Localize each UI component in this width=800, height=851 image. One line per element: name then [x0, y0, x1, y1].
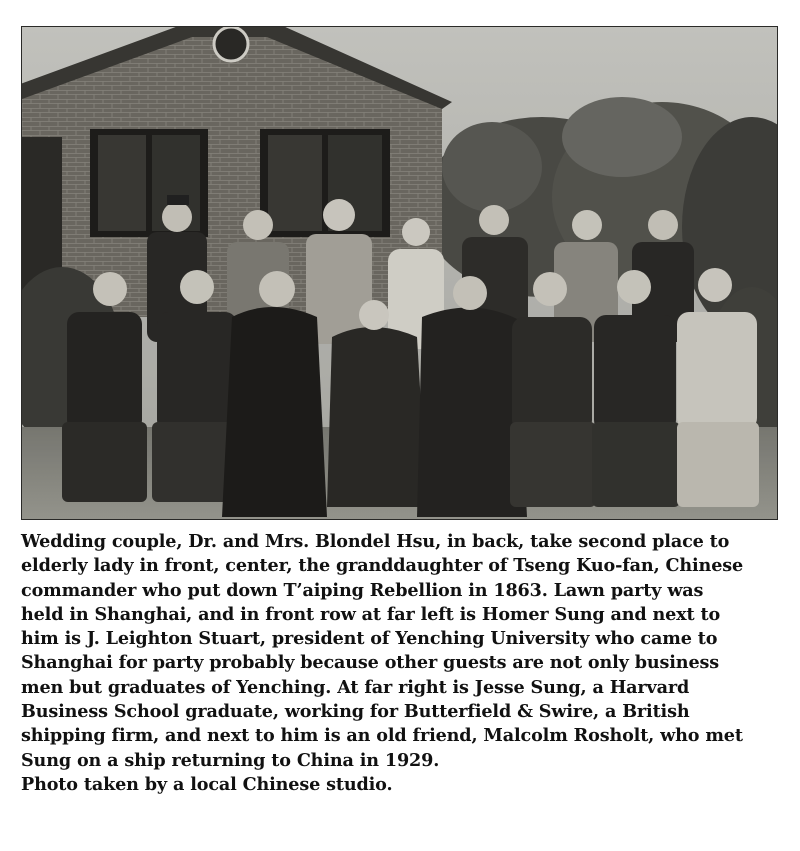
photo-grain	[22, 27, 778, 520]
caption-line: held in Shanghai, and in front row at far left is Homer Sung and next to	[21, 603, 721, 625]
caption-line: Shanghai for party probably because other guests are not only business	[21, 652, 719, 674]
photo-caption	[21, 530, 783, 797]
caption-line: elderly lady in front, center, the granddaughter of Tseng Kuo-fan, Chinese	[21, 555, 744, 577]
caption-line: shipping firm, and next to him is an old friend, Malcolm Rosholt, who met	[21, 725, 743, 747]
photo-illustration	[22, 27, 778, 520]
caption-line: him is J. Leighton Stuart, president of Yenching University who came to	[21, 628, 718, 650]
caption-line: Business School graduate, working for Butterfield & Swire, a British	[21, 701, 690, 723]
photo-credit: Photo taken by a local Chinese studio.	[21, 773, 393, 795]
caption-line: Wedding couple, Dr. and Mrs. Blondel Hsu, in back, take second place to	[21, 531, 730, 552]
group-photograph	[21, 26, 778, 520]
caption-line: Sung on a ship returning to China in 1929.	[21, 749, 440, 771]
caption-line: men but graduates of Yenching. At far right is Jesse Sung, a Harvard	[21, 676, 690, 698]
caption-line: commander who put down T’aiping Rebellion in 1863. Lawn party was	[21, 579, 704, 601]
